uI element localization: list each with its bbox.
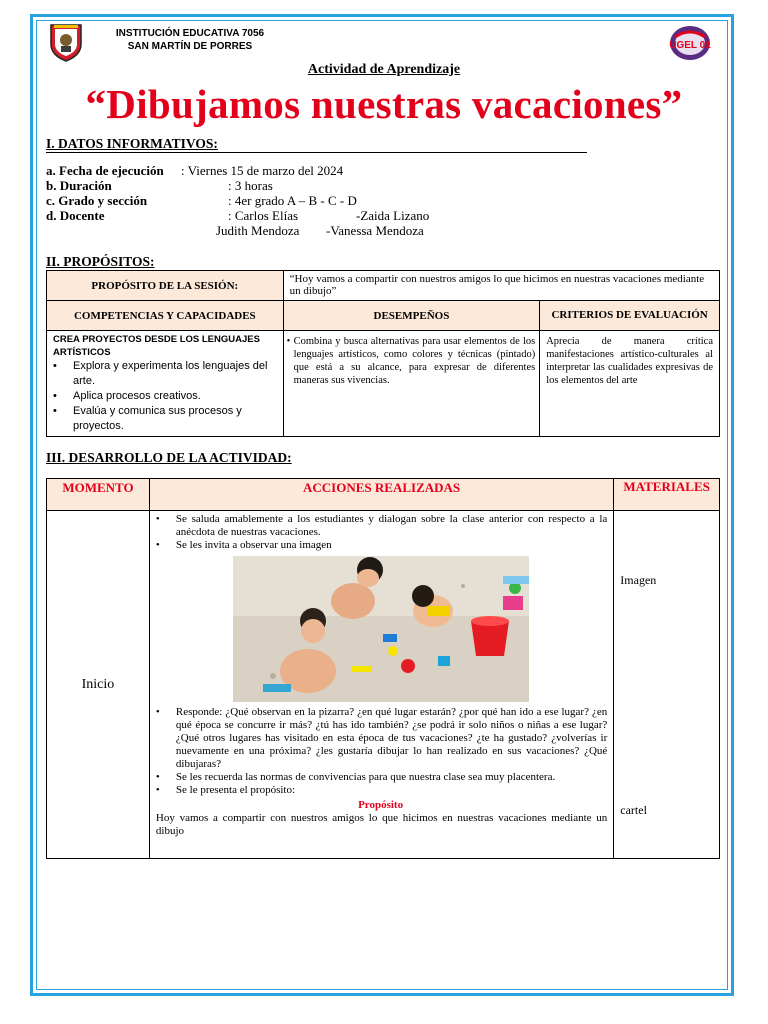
action-item: • Se saluda amablemente a los estudiantes y dialogan sobre la clase anterior con respecto a la anécdota de nuestras vacaciones. — [154, 513, 607, 539]
capacidad-item: • Evalúa y comunica sus procesos y proyectos. — [51, 404, 279, 434]
competencias-cell — [47, 331, 284, 437]
material-cartel: cartel — [620, 803, 647, 817]
ugel-logo — [669, 25, 711, 61]
section1-heading: I. DATOS INFORMATIVOS: — [46, 136, 587, 153]
institution-line1: INSTITUCIÓN EDUCATIVA 7056 — [115, 28, 265, 39]
proposito-label: PROPÓSITO DE LA SESIÓN: — [47, 271, 284, 301]
capacidad-item: • Explora y experimenta los lenguajes del arte. — [51, 359, 279, 389]
col-criterios: CRITERIOS DE EVALUACIÓN — [540, 301, 720, 331]
propositos-table — [46, 270, 720, 437]
desempeno-text: Combina y busca alternativas para usar elementos de los lenguajes artísticos, como colores y técnicas (pintado) que está a su alcance, para expresar de diferentes maneras sus vivencias. — [293, 336, 536, 386]
docente-3: Judith Mendoza — [216, 223, 300, 238]
institution-line2: SAN MARTÍN DE PORRES — [127, 41, 253, 52]
materiales-cell — [614, 511, 720, 859]
grado-value: : 4er grado A – B - C - D — [228, 193, 357, 208]
criterio-cell: Aprecia de manera crítica manifestaciones artístico-culturales al interpretar las cualidades expresivas de los elementos del arte — [540, 331, 720, 437]
col-competencias: COMPETENCIAS Y CAPACIDADES — [47, 301, 284, 331]
docente-label: d. Docente — [46, 208, 105, 223]
acciones-cell — [149, 511, 613, 859]
col-desempenos: DESEMPEÑOS — [283, 301, 540, 331]
action-item: • Se les recuerda las normas de convivencias para que nuestra clase sea muy placentera. — [154, 771, 607, 784]
capacidad-item: • Aplica procesos creativos. — [51, 389, 279, 404]
proposito-statement: Hoy vamos a compartir con nuestros amigos lo que hicimos en nuestras vacaciones mediante un dibujo — [155, 812, 608, 837]
desempeno-cell: • Combina y busca alternativas para usar elementos de los lenguajes artísticos, como colores y técnicas (pintado) que está a su alcance, para expresar de diferentes maneras sus vivencias. — [283, 331, 540, 437]
section2-heading: II. PROPÓSITOS: — [46, 254, 155, 269]
competencia-text: CREA PROYECTOS DESDE LOS LENGUAJES ARTÍSTICOS — [53, 334, 260, 358]
proposito-title: Propósito — [358, 799, 404, 811]
action-item: • Se les invita a observar una imagen — [154, 539, 607, 552]
col-materiales: MATERIALES — [614, 479, 720, 511]
action-item: • Responde: ¿Qué observan en la pizarra? ¿en qué lugar estarán? ¿por qué han ido a ese lugar? ¿en qué época se concurre ir más? ¿tú has ido también? ¿se podrá ir solo niños o niñas a ese lugar? ¿Qué otros lugares has visitado en esta época de tus vacaciones? ¿te ha gustado? ¿volverías ir nuevamente en una próxima? ¿les gustaría dibujar lo han realizado en sus vacaciones? ¿Qué dibujaras? — [154, 706, 607, 771]
proposito-text: “Hoy vamos a compartir con nuestros amigos lo que hicimos en nuestras vacaciones mediante un dibujo” — [283, 271, 719, 301]
section3-heading: III. DESARROLLO DE LA ACTIVIDAD: — [46, 450, 292, 465]
grado-label: c. Grado y sección — [46, 193, 148, 208]
col-acciones: ACCIONES REALIZADAS — [149, 479, 613, 511]
material-imagen: Imagen — [620, 573, 657, 587]
momento-inicio: Inicio — [47, 511, 150, 859]
desarrollo-table — [46, 478, 720, 859]
duracion-value: : 3 horas — [228, 178, 273, 193]
col-momento: MOMENTO — [47, 479, 150, 511]
beach-children-image — [233, 556, 529, 702]
activity-title: “Dibujamos nuestras vacaciones” — [85, 81, 683, 127]
fecha-label: a. Fecha de ejecución — [46, 163, 164, 178]
institution-name — [90, 27, 290, 53]
docente-1: : Carlos Elías — [228, 208, 299, 223]
docente-4: -Vanessa Mendoza — [326, 223, 424, 238]
fecha-value: : Viernes 15 de marzo del 2024 — [181, 163, 344, 178]
ugel-logo-text: UGEL 01 — [669, 40, 711, 51]
activity-subtitle: Actividad de Aprendizaje — [307, 62, 461, 77]
docente-2: -Zaida Lizano — [356, 208, 430, 223]
datos-informativos — [46, 163, 546, 238]
duracion-label: b. Duración — [46, 178, 112, 193]
school-crest-logo — [48, 22, 84, 62]
action-item: • Se le presenta el propósito: — [154, 784, 607, 797]
